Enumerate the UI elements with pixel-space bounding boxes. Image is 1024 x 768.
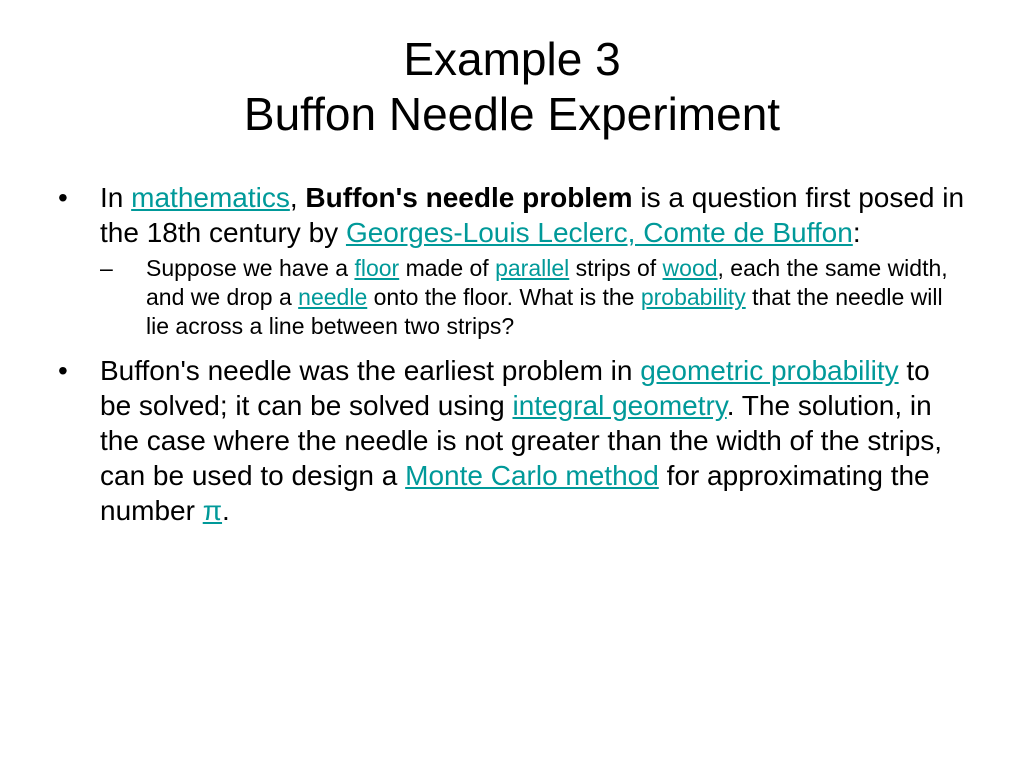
text-segment: : [852,217,861,248]
slide-title-line-1: Example 3 [403,33,621,85]
slide-title [0,32,1024,142]
bullet-item-1 [58,180,968,250]
bullet-item-2 [58,353,968,528]
text-segment: made of [399,255,496,281]
link-georges-louis-leclerc[interactable]: Georges-Louis Leclerc, Comte de Buffon [345,217,853,248]
bullet-2-text [100,355,942,526]
text-segment: Suppose we have a [146,255,355,281]
sub-bullet-marker: – [100,255,113,281]
text-segment: . [222,495,230,526]
link-needle[interactable]: needle [298,284,368,310]
text-segment: to be solved; it can be solved using [100,355,930,421]
link-integral-geometry[interactable]: integral geometry [512,390,727,421]
bold-term-buffons-needle-problem: Buffon's needle problem [305,182,633,213]
link-monte-carlo-method[interactable]: Monte Carlo method [405,460,659,491]
link-mathematics[interactable]: mathematics [131,182,290,213]
text-segment: is a question first posed in the 18th century by [100,182,965,248]
link-geometric-probability[interactable]: geometric probability [640,355,899,386]
text-segment: In [100,182,132,213]
bullet-1-text [100,182,964,248]
sub-bullet-item-1 [100,254,968,341]
text-segment: strips of [569,255,663,281]
link-floor[interactable]: floor [354,255,400,281]
text-segment: onto the floor. What is the [367,284,641,310]
text-segment: , each the same width, and we drop a [146,255,948,310]
text-segment: for approximating the number [100,460,930,526]
sub-bullet-1-text [146,255,948,339]
slide-title-line-2: Buffon Needle Experiment [243,88,781,140]
link-pi[interactable]: π [202,495,223,526]
text-segment: Buffon's needle was the earliest problem in [100,355,641,386]
bullet-marker: • [58,182,68,213]
link-parallel[interactable]: parallel [495,255,570,281]
link-wood[interactable]: wood [662,255,718,281]
bullet-list [58,180,968,528]
link-probability[interactable]: probability [640,284,746,310]
text-segment: that the needle will lie across a line between two strips? [146,284,943,339]
text-segment: , [289,182,306,213]
bullet-marker: • [58,355,68,386]
text-segment: . The solution, in the case where the needle is not greater than the width of the strips, can be used to design a [100,390,943,491]
